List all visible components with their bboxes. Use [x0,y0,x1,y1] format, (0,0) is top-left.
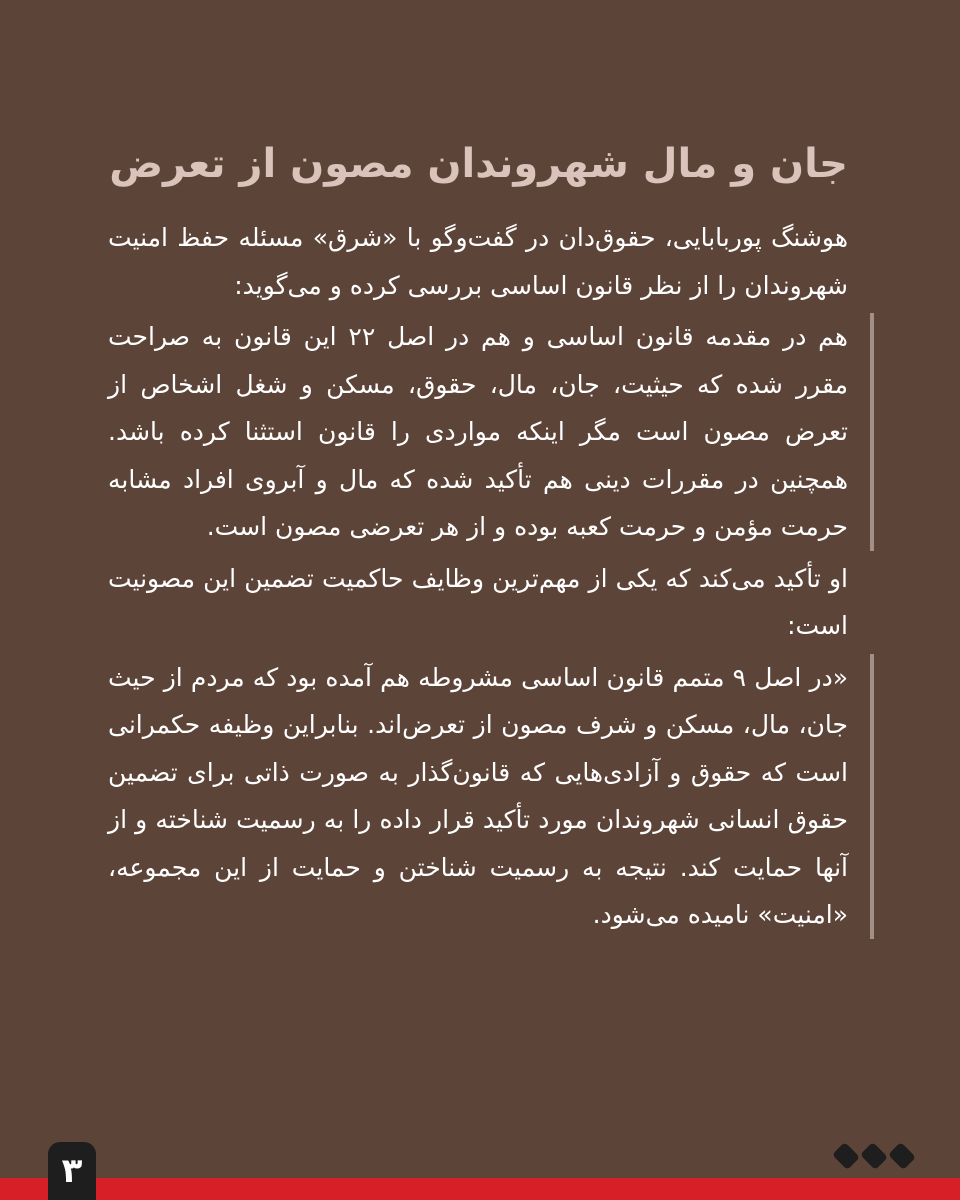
article-body [108,214,848,943]
dot-icon [832,1142,860,1170]
quote-block-2: «در اصل ۹ متمم قانون اساسی مشروطه هم آمده بود که مردم از حیث جان، مال، مسکن و شرف مصون از تعرض‌اند. بنابراین وظیفه حکمرانی است که حقوق و آزادی‌هایی که قانون‌گذار به صورت ذاتی برای تضمین حقوق انسانی شهروندان مورد تأکید قرار داده را به رسمیت شناخته و از آنها حمایت کند. نتیجه به رسمیت شناختن و حمایت از این مجموعه، «امنیت» نامیده می‌شود. [108,654,874,939]
middle-paragraph: او تأکید می‌کند که یکی از مهم‌ترین وظایف حاکمیت تضمین این مصونیت است: [108,563,848,640]
intro-paragraph: هوشنگ پوربابایی، حقوق‌دان در گفت‌وگو با «شرق» مسئله حفظ امنیت شهروندان را از نظر قانون اساسی بررسی کرده و می‌گوید: [108,223,848,300]
dot-icon [860,1142,888,1170]
footer-accent-bar [0,1178,960,1200]
dot-icon [888,1142,916,1170]
quote-block-1: هم در مقدمه قانون اساسی و هم در اصل ۲۲ این قانون به صراحت مقرر شده که حیثیت، جان، مال، حقوق، مسکن و شغل اشخاص از تعرض مصون است مگر اینکه مواردی را قانون استثنا کرده باشد. همچنین در مقررات دینی هم تأکید شده که مال و آبروی افراد مشابه حرمت مؤمن و حرمت کعبه بوده و از هر تعرضی مصون است. [108,313,874,551]
article-title: جان و مال شهروندان مصون از تعرض [109,141,848,187]
decorative-dots-icon [834,1144,914,1168]
page-number: ۳ [48,1142,96,1200]
